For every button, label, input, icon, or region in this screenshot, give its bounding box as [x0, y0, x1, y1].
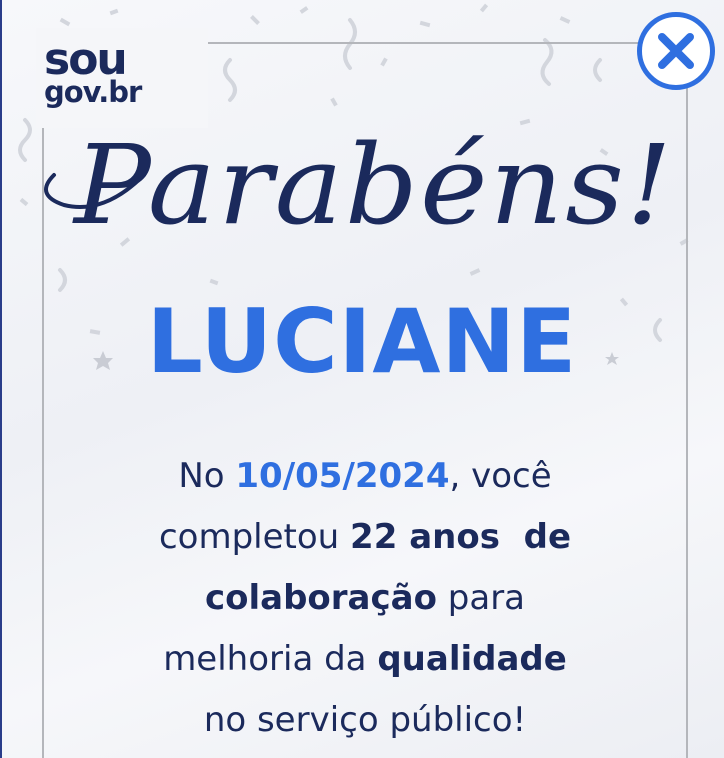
anniversary-message [0, 446, 724, 751]
recipient-name: LUCIANE [146, 290, 578, 393]
logo-line-govbr: gov.br [44, 75, 142, 109]
close-icon [654, 29, 698, 73]
message-line-4: melhoria da qualidade [163, 639, 567, 679]
years-of-service: 22 anos de [350, 517, 572, 557]
anniversary-date: 10/05/2024 [235, 456, 450, 496]
headline-text: Parabéns! [71, 121, 674, 249]
message-line-2: completou 22 anos de [158, 517, 572, 557]
close-button[interactable] [637, 12, 715, 90]
message-line-3: colaboração para [204, 578, 526, 618]
parabens-script-headline [34, 95, 684, 285]
logo-line-sou: sou [44, 34, 126, 85]
message-line-1: No 10/05/2024, você [178, 456, 552, 496]
message-line-5: no serviço público! [203, 700, 527, 740]
